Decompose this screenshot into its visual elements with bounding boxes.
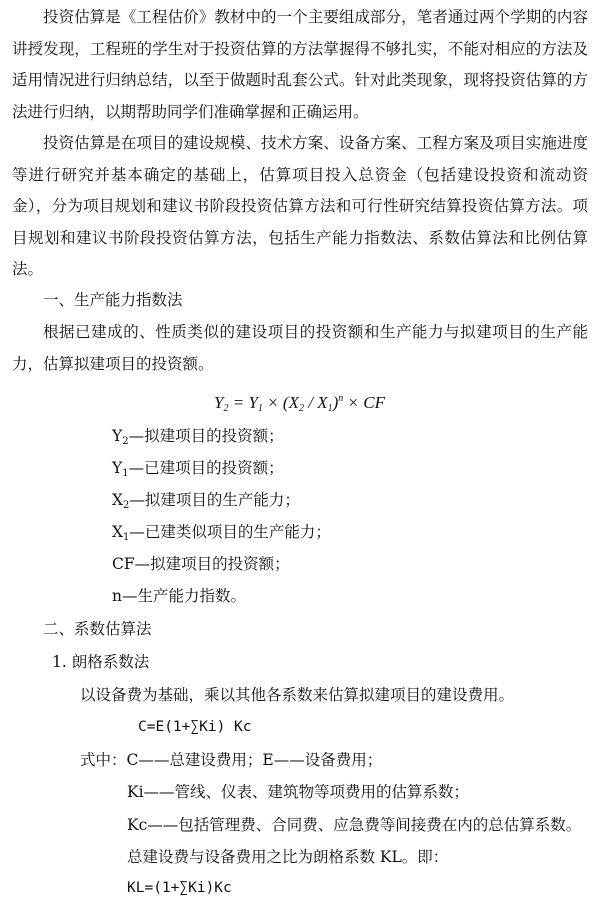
lang-ratio-formula: KL=(1+∑Ki)Kc xyxy=(127,880,232,896)
definition-cf: CF—拟建项目的投资额； xyxy=(112,555,290,573)
lang-formula: C=E(1+∑Ki) Kc xyxy=(138,719,252,735)
definition-x2: $X_2—$拟建项目的生产能力； xyxy=(112,491,300,511)
definition-y1: $Y_1—$已建项目的投资额； xyxy=(112,459,284,479)
definition-n: n—生产能力指数。 xyxy=(112,587,246,605)
where-c-line: 式中：C——总建设费用；E——设备费用； xyxy=(80,751,383,769)
lang-factor-intro: 以设备费为基础，乘以其他各系数来估算拟建项目的建设费用。 xyxy=(80,686,515,704)
section1-paragraph: 根据已建成的、性质类似的建设项目的投资额和生产能力与拟建项目的生产能力，估算拟建项目的投资额。 xyxy=(12,323,588,373)
where-kc-line: Kc——包括管理费、合同费、应急费等间接费在内的总估算系数。 xyxy=(127,816,582,834)
section2-heading: 二、系数估算法 xyxy=(43,620,152,638)
intro-paragraph-2: 投资估算是在项目的建设规模、技术方案、设备方案、工程方案及项目实施进度等进行研究并基本确定的基础上，估算项目投入总资金（包括建设投资和流动资金），分为项目规划和建议书阶段投资估算方法和可行性研究结算投资估算方法。项目规划和建议书阶段投资估算方法，包括生产能力指数法、系数估算法和比例估算法。 xyxy=(12,134,588,278)
definition-x1: $X_1—$已建类似项目的生产能力； xyxy=(112,523,331,543)
intro-paragraph-1: 投资估算是《工程估价》教材中的一个主要组成部分，笔者通过两个学期的内容讲授发现，工程班的学生对于投资估算的方法掌握得不够扎实，不能对相应的方法及适用情况进行归纳总结，以至于做题时乱套公式。针对此类现象，现将投资估算的方法进行归纳，以期帮助同学们准确掌握和正确运用。 xyxy=(12,8,588,121)
where-ki-line: Ki——管线、仪表、建筑物等项费用的估算系数； xyxy=(127,783,470,801)
lang-factor-heading: 1. 朗格系数法 xyxy=(52,653,150,671)
capacity-index-formula: $Y_2 = Y_1 \times (X_2 / X_1)^n$ × CF xyxy=(214,393,385,414)
where-label: 式中： xyxy=(80,751,127,769)
ratio-text: 总建设费与设备费用之比为朗格系数 KL。即： xyxy=(127,848,449,866)
definition-y2: $Y_2—$拟建项目的投资额； xyxy=(112,427,284,447)
section1-heading: 一、生产能力指数法 xyxy=(43,291,183,309)
